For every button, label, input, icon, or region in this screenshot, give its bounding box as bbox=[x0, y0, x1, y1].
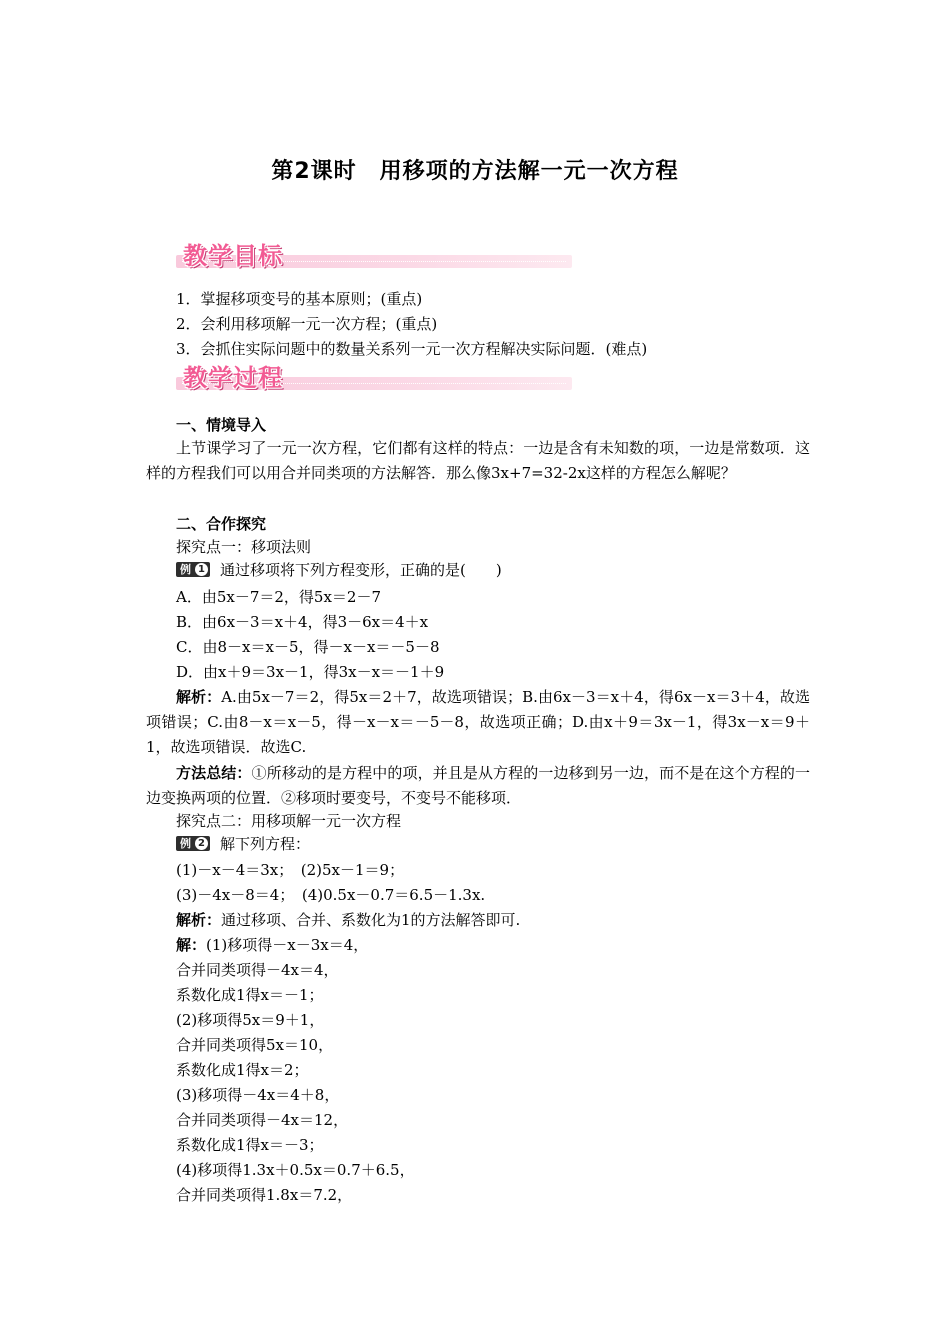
example-question: 例 2 解下列方程： bbox=[176, 833, 310, 855]
goal-item: 2．会利用移项解一元一次方程；(重点) bbox=[176, 315, 438, 333]
equation-line: (3)－4x－8＝4； (4)0.5x－0.7＝6.5－1.3x. bbox=[176, 886, 486, 904]
option-item: A．由5x－7＝2，得5x＝2－7 bbox=[176, 588, 382, 606]
banner-label: 教学目标 bbox=[183, 242, 283, 270]
example-question: 例 1 通过移项将下列方程变形，正确的是( ) bbox=[176, 559, 502, 581]
banner-label: 教学过程 bbox=[183, 364, 283, 392]
section-heading: 一、情境导入 bbox=[176, 416, 267, 434]
option-item: B．由6x－3＝x＋4，得3－6x＝4＋x bbox=[176, 613, 429, 631]
option-item: C．由8－x＝x－5，得－x－x＝－5－8 bbox=[176, 638, 440, 656]
solution-line: 合并同类项得5x＝10， bbox=[176, 1036, 334, 1054]
solution-line: 合并同类项得1.8x＝7.2， bbox=[176, 1186, 353, 1204]
option-item: D．由x＋9＝3x－1，得3x－x＝－1＋9 bbox=[176, 663, 445, 681]
example-badge: 例 2 bbox=[176, 836, 210, 851]
page-title: 第2课时 用移项的方法解一元一次方程 bbox=[271, 159, 679, 184]
example-badge: 例 1 bbox=[176, 562, 210, 577]
solution-line: 系数化成1得x＝2； bbox=[176, 1061, 309, 1079]
solution-line: 解：(1)移项得－x－3x＝4， bbox=[176, 936, 369, 954]
section-heading: 二、合作探究 bbox=[176, 515, 267, 533]
goal-item: 3．会抓住实际问题中的数量关系列一元一次方程解决实际问题．(难点) bbox=[176, 340, 648, 358]
solution-line: 合并同类项得－4x＝4， bbox=[176, 961, 339, 979]
subsection-title: 探究点二：用移项解一元一次方程 bbox=[176, 812, 402, 830]
solution-line: (2)移项得5x＝9＋1， bbox=[176, 1011, 325, 1029]
section-banner-goals bbox=[176, 236, 572, 272]
intro-paragraph: 上节课学习了一元一次方程，它们都有这样的特点：一边是含有未知数的项，一边是常数项．这样的方程我们可以用合并同类项的方法解答．那么像3x+7=32-2x这样的方程怎么解呢？ bbox=[146, 439, 810, 482]
solution-line: 系数化成1得x＝－3； bbox=[176, 1136, 324, 1154]
summary-paragraph: 方法总结：①所移动的是方程中的项，并且是从方程的一边移到另一边，而不是在这个方程的一边变换两项的位置．②移项时要变号，不变号不能移项． bbox=[146, 764, 810, 807]
analysis-paragraph: 解析：A.由5x－7＝2，得5x＝2＋7，故选项错误；B.由6x－3＝x＋4，得6x－x＝3＋4，故选项错误；C.由8－x＝x－5，得－x－x＝－5－8，故选项正确；D.由x＋9＝3x－1，得3x－x＝9＋1，故选项错误．故选C. bbox=[146, 688, 810, 756]
subsection-title: 探究点一：移项法则 bbox=[176, 538, 312, 556]
goal-item: 1．掌握移项变号的基本原则；(重点) bbox=[176, 290, 423, 308]
solution-line: (3)移项得－4x＝4＋8， bbox=[176, 1086, 340, 1104]
solution-line: 合并同类项得－4x＝12， bbox=[176, 1111, 349, 1129]
solution-line: (4)移项得1.3x＋0.5x＝0.7＋6.5， bbox=[176, 1161, 415, 1179]
section-banner-process bbox=[176, 358, 572, 394]
solution-line: 系数化成1得x＝－1； bbox=[176, 986, 324, 1004]
equation-line: (1)－x－4＝3x； (2)5x－1＝9； bbox=[176, 861, 405, 879]
analysis-line: 解析：通过移项、合并、系数化为1的方法解答即可. bbox=[176, 911, 521, 929]
